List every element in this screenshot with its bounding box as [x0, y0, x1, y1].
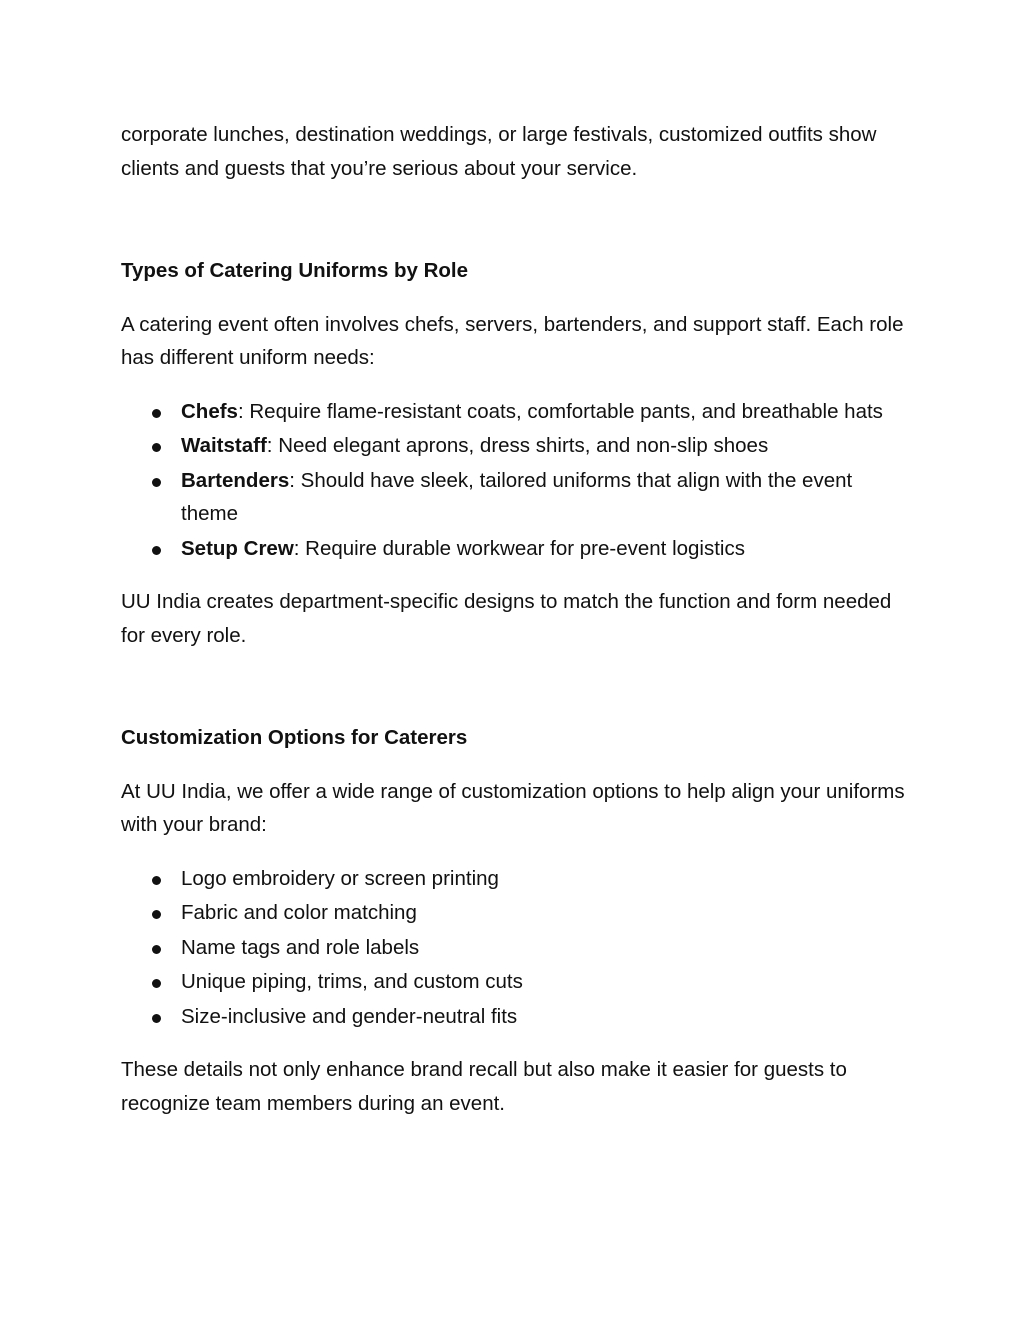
list-item	[181, 532, 911, 566]
bullet-icon	[152, 979, 161, 988]
intro-paragraph: corporate lunches, destination weddings, or large festivals, customized outfits show clients and guests that you’re serious about your service.	[121, 123, 877, 180]
bullet-icon	[152, 876, 161, 885]
role-term: Bartenders	[181, 468, 290, 492]
bullet-icon	[152, 1014, 161, 1023]
section-heading-roles: Types of Catering Uniforms by Role	[121, 259, 469, 282]
role-term: Waitstaff	[181, 434, 267, 457]
document-page	[121, 118, 911, 1120]
roles-lead-paragraph: A catering event often involves chefs, servers, bartenders, and support staff. Each role has different uniform needs:	[121, 312, 904, 369]
role-term: Setup Crew	[181, 536, 294, 560]
list-item	[181, 429, 911, 463]
bullet-icon	[152, 443, 161, 452]
roles-closing-paragraph: UU India creates department-specific designs to match the function and form needed for every role.	[121, 590, 892, 647]
list-item	[181, 862, 911, 896]
customization-closing-paragraph: These details not only enhance brand recall but also make it easier for guests to recognize team members during an event.	[121, 1058, 847, 1115]
option-text: Unique piping, trims, and custom cuts	[181, 970, 523, 993]
list-item	[181, 464, 911, 531]
role-description: : Require flame-resistant coats, comfortable pants, and breathable hats	[237, 399, 883, 423]
list-item	[181, 395, 911, 429]
customization-list	[121, 862, 911, 1034]
roles-list	[121, 395, 911, 566]
bullet-icon	[152, 945, 161, 954]
section-heading-customization: Customization Options for Caterers	[121, 726, 468, 749]
option-text: Size-inclusive and gender-neutral fits	[181, 1004, 518, 1028]
customization-lead-paragraph: At UU India, we offer a wide range of customization options to help align your uniforms with your brand:	[121, 779, 905, 836]
list-item	[181, 965, 911, 999]
bullet-icon	[152, 409, 161, 418]
option-text: Fabric and color matching	[181, 901, 417, 924]
option-text: Name tags and role labels	[181, 935, 420, 959]
bullet-icon	[152, 478, 161, 487]
role-description: : Require durable workwear for pre-event logistics	[293, 536, 745, 560]
list-item	[181, 896, 911, 930]
bullet-icon	[152, 546, 161, 555]
role-term: Chefs	[181, 399, 238, 423]
role-description: : Should have sleek, tailored uniforms that align with the event theme	[181, 468, 853, 525]
list-item	[181, 931, 911, 965]
list-item	[181, 1000, 911, 1034]
bullet-icon	[152, 910, 161, 919]
option-text: Logo embroidery or screen printing	[181, 866, 499, 890]
role-description: : Need elegant aprons, dress shirts, and non-slip shoes	[266, 434, 769, 457]
